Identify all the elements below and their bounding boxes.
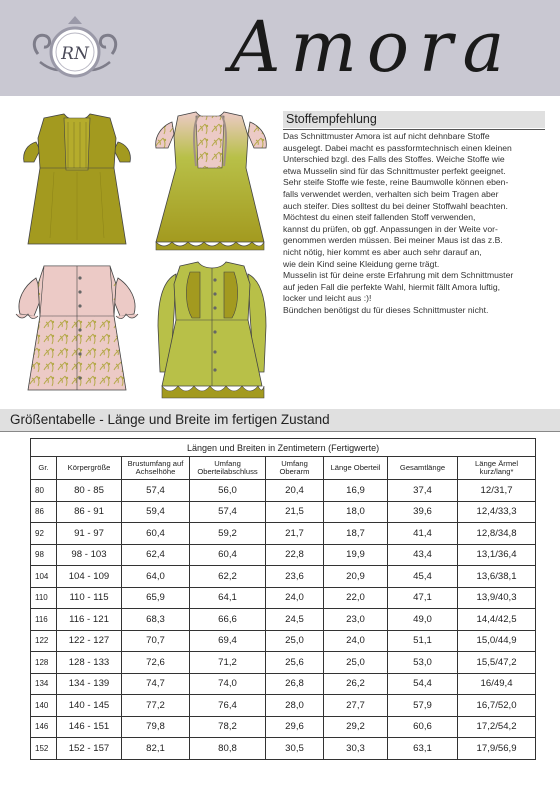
table-cell: 14,4/42,5: [458, 609, 536, 631]
column-header: Umfang Oberarm: [266, 457, 324, 480]
table-cell: 98: [31, 544, 57, 566]
column-header: Brustumfang auf Achselhöhe: [122, 457, 190, 480]
size-table-heading: Größentabelle - Länge und Breite im fertigen Zustand: [0, 409, 560, 431]
table-cell: 60,4: [190, 544, 266, 566]
table-cell: 49,0: [388, 609, 458, 631]
table-cell: 91 - 97: [57, 523, 122, 545]
table-cell: 74,0: [190, 673, 266, 695]
table-cell: 20,9: [324, 566, 388, 588]
brand-name: Amora: [230, 6, 515, 88]
table-cell: 104 - 109: [57, 566, 122, 588]
table-cell: 62,2: [190, 566, 266, 588]
table-cell: 80: [31, 480, 57, 502]
table-cell: 152 - 157: [57, 738, 122, 760]
table-cell: 134: [31, 673, 57, 695]
column-header: Körpergröße: [57, 457, 122, 480]
table-cell: 110: [31, 587, 57, 609]
table-cell: 25,6: [266, 652, 324, 674]
table-cell: 60,6: [388, 716, 458, 738]
table-cell: 24,0: [266, 587, 324, 609]
table-cell: 70,7: [122, 630, 190, 652]
table-cell: 37,4: [388, 480, 458, 502]
table-row: [31, 480, 536, 502]
table-cell: 26,2: [324, 673, 388, 695]
table-cell: 69,4: [190, 630, 266, 652]
table-row: [31, 652, 536, 674]
brand-logo: [30, 10, 120, 88]
table-cell: 64,0: [122, 566, 190, 588]
table-cell: 71,2: [190, 652, 266, 674]
table-cell: 23,6: [266, 566, 324, 588]
table-row: [31, 501, 536, 523]
table-cell: 68,3: [122, 609, 190, 631]
table-cell: 59,4: [122, 501, 190, 523]
fabric-description: [283, 131, 547, 317]
table-cell: 77,2: [122, 695, 190, 717]
table-cell: 122 - 127: [57, 630, 122, 652]
table-cell: 134 - 139: [57, 673, 122, 695]
fabric-section-title: [283, 111, 545, 128]
table-cell: 13,9/40,3: [458, 587, 536, 609]
column-header: Umfang Oberteilabschluss: [190, 457, 266, 480]
table-cell: 76,4: [190, 695, 266, 717]
table-cell: 128 - 133: [57, 652, 122, 674]
table-row: [31, 587, 536, 609]
table-cell: 27,7: [324, 695, 388, 717]
table-cell: 65,9: [122, 587, 190, 609]
table-cell: 79,8: [122, 716, 190, 738]
table-cell: 39,6: [388, 501, 458, 523]
dress-illustrations: [14, 108, 276, 404]
size-table: [30, 438, 536, 760]
table-row: [31, 673, 536, 695]
table-row: [31, 630, 536, 652]
table-cell: 24,0: [324, 630, 388, 652]
table-cell: 23,0: [324, 609, 388, 631]
dress-olive-front: [24, 114, 131, 244]
table-cell: 41,4: [388, 523, 458, 545]
table-cell: 72,6: [122, 652, 190, 674]
table-cell: 15,5/47,2: [458, 652, 536, 674]
table-cell: 104: [31, 566, 57, 588]
column-header: Länge Oberteil: [324, 457, 388, 480]
table-row: [31, 738, 536, 760]
table-cell: 80,8: [190, 738, 266, 760]
table-cell: 28,0: [266, 695, 324, 717]
column-header: Gr.: [31, 457, 57, 480]
table-row: [31, 544, 536, 566]
section-underline: [283, 129, 545, 130]
table-cell: 128: [31, 652, 57, 674]
dress-lime-long-sleeve: [158, 262, 266, 398]
table-cell: 18,0: [324, 501, 388, 523]
table-cell: 21,5: [266, 501, 324, 523]
table-cell: 16,9: [324, 480, 388, 502]
table-cell: 26,8: [266, 673, 324, 695]
table-cell: 110 - 115: [57, 587, 122, 609]
table-cell: 43,4: [388, 544, 458, 566]
table-row: [31, 566, 536, 588]
table-cell: 140 - 145: [57, 695, 122, 717]
table-cell: 45,4: [388, 566, 458, 588]
table-cell: 122: [31, 630, 57, 652]
table-cell: 51,1: [388, 630, 458, 652]
fabric-paragraph: Das Schnittmuster Amora ist auf nicht dehnbare Stoffe ausgelegt. Dabei macht es passformtechnisch einen kleinen Unterschied bzgl. des Falls des Stoffes. Weiche Stoffe wie etwa Musselin sind für das Schnittmuster perfekt geeignet. Sehr steife Stoffe wie feste, reine Baumwolle können eben- falls verwendet werden, verhalten sich beim Tragen aber auch steifer. Dies solltest du bei deiner Stoffwahl beachten. Möchtest du einen steif fallenden Stoff verwenden, kannst du prüfen, ob ggf. Anpassungen in der Weite vor- genommen werden müssen. Bei meiner Maus ist das z.B. nicht nötig, hier kommt es aber auch sehr darauf an, wie dein Kind seine Kleidung gerne trägt. Musselin ist für deine erste Erfahrung mit dem Schnittmuster auf jeden Fall die perfekte Wahl, hiermit fällt Amora luftig, locker und leicht aus :)! Bündchen benötigst du für dieses Schnittmuster nicht.: [283, 131, 514, 315]
column-header: Länge Ärmel kurz/lang*: [458, 457, 536, 480]
table-cell: 53,0: [388, 652, 458, 674]
column-header: Gesamtlänge: [388, 457, 458, 480]
table-cell: 17,9/56,9: [458, 738, 536, 760]
table-cell: 80 - 85: [57, 480, 122, 502]
table-row: [31, 609, 536, 631]
dress-floral-back: [16, 266, 138, 390]
table-cell: 18,7: [324, 523, 388, 545]
table-cell: 29,2: [324, 716, 388, 738]
table-row: [31, 523, 536, 545]
table-cell: 12,8/34,8: [458, 523, 536, 545]
table-cell: 57,4: [190, 501, 266, 523]
table-cell: 30,3: [324, 738, 388, 760]
table-cell: 12,4/33,3: [458, 501, 536, 523]
heading-divider: [0, 431, 560, 432]
table-cell: 22,8: [266, 544, 324, 566]
table-cell: 25,0: [324, 652, 388, 674]
table-cell: 15,0/44,9: [458, 630, 536, 652]
table-cell: 62,4: [122, 544, 190, 566]
table-cell: 98 - 103: [57, 544, 122, 566]
header-band: [0, 0, 560, 96]
table-cell: 86 - 91: [57, 501, 122, 523]
table-cell: 140: [31, 695, 57, 717]
table-cell: 66,6: [190, 609, 266, 631]
table-cell: 86: [31, 501, 57, 523]
table-cell: 60,4: [122, 523, 190, 545]
table-cell: 12/31,7: [458, 480, 536, 502]
table-cell: 54,4: [388, 673, 458, 695]
fabric-title-text: Stoffempfehlung: [286, 112, 377, 126]
table-cell: 25,0: [266, 630, 324, 652]
table-cell: 56,0: [190, 480, 266, 502]
table-cell: 152: [31, 738, 57, 760]
table-cell: 13,1/36,4: [458, 544, 536, 566]
table-cell: 57,9: [388, 695, 458, 717]
table-cell: 29,6: [266, 716, 324, 738]
table-cell: 146: [31, 716, 57, 738]
table-cell: 20,4: [266, 480, 324, 502]
table-cell: 30,5: [266, 738, 324, 760]
table-cell: 16,7/52,0: [458, 695, 536, 717]
logo-initials: RN: [61, 44, 89, 64]
table-cell: 24,5: [266, 609, 324, 631]
table-body: [31, 480, 536, 760]
table-header-row: [31, 457, 536, 480]
table-cell: 19,9: [324, 544, 388, 566]
table-cell: 63,1: [388, 738, 458, 760]
table-cell: 82,1: [122, 738, 190, 760]
table-cell: 13,6/38,1: [458, 566, 536, 588]
table-cell: 146 - 151: [57, 716, 122, 738]
table-row: [31, 716, 536, 738]
table-cell: 57,4: [122, 480, 190, 502]
table-cell: 21,7: [266, 523, 324, 545]
table-cell: 78,2: [190, 716, 266, 738]
table-cell: 16/49,4: [458, 673, 536, 695]
table-cell: 64,1: [190, 587, 266, 609]
table-cell: 74,7: [122, 673, 190, 695]
table-cell: 22,0: [324, 587, 388, 609]
table-caption: Längen und Breiten in Zentimetern (Fertigwerte): [31, 439, 536, 457]
table-cell: 116 - 121: [57, 609, 122, 631]
table-cell: 47,1: [388, 587, 458, 609]
table-cell: 59,2: [190, 523, 266, 545]
dress-rose-gradient: [156, 112, 267, 250]
table-cell: 17,2/54,2: [458, 716, 536, 738]
table-cell: 92: [31, 523, 57, 545]
table-row: [31, 695, 536, 717]
table-cell: 116: [31, 609, 57, 631]
